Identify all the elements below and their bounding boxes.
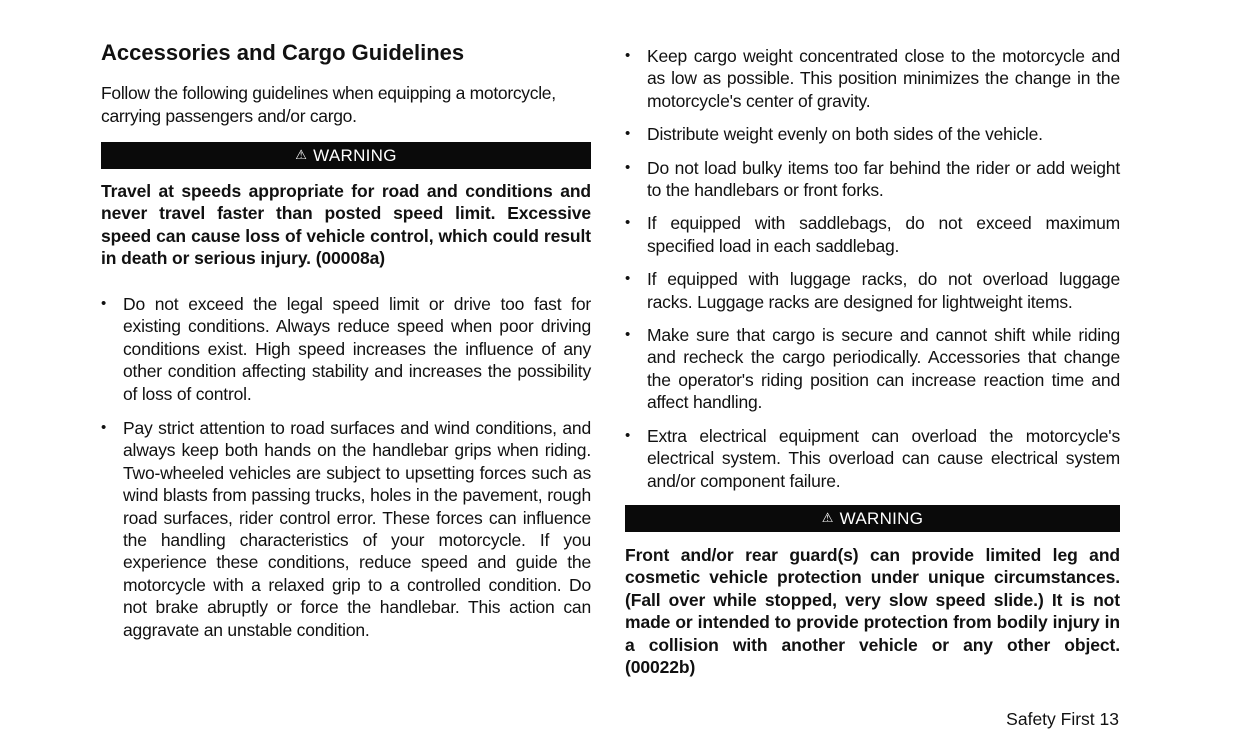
warning-text: Travel at speeds appropriate for road and conditions and never travel faster than posted speed limit. Excessive speed can cause loss of vehicle control, which could result in death or serious injury. (00008a) (101, 181, 591, 269)
warning-banner (625, 505, 1120, 532)
page-footer: Safety First 13 (1006, 709, 1119, 729)
intro-paragraph: Follow the following guidelines when equipping a motorcycle, carrying passengers and/or cargo. (101, 83, 556, 126)
warning-label: WARNING (313, 145, 397, 165)
warning-text: Front and/or rear guard(s) can provide limited leg and cosmetic vehicle protection under unique circumstances. (Fall over while stopped, very slow speed slide.) It is not made or intended to provide protection from bodily injury in a collision with another vehicle or any other object. (00022b) (625, 545, 1120, 678)
list-item: • Do not exceed the legal speed limit or drive too fast for existing conditions. Always reduce speed when poor driving conditions exist. High speed increases the influence of any other condition affecting stability and increases the possibility of loss of control. (101, 293, 591, 405)
list-item: • If equipped with saddlebags, do not exceed maximum specified load in each saddlebag. (625, 212, 1120, 257)
list-item: • Distribute weight evenly on both sides of the vehicle. (625, 123, 1120, 145)
list-item: • Pay strict attention to road surfaces and wind conditions, and always keep both hands on the handlebar grips when riding. Two-wheeled vehicles are subject to upsetting forces such as wind blasts from passing trucks, holes in the pavement, rough road surfaces, rider control error. These forces can influence the handling characteristics of your motorcycle. If you experience these conditions, reduce speed and guide the motorcycle with a relaxed grip to a controlled condition. Do not brake abruptly or force the handlebar. This action can aggravate an unstable condition. (101, 417, 591, 641)
section-title: Accessories and Cargo Guidelines (101, 40, 465, 65)
warning-label: WARNING (839, 508, 924, 528)
cargo-guidelines-list (625, 45, 1120, 492)
list-item: • Extra electrical equipment can overload the motorcycle's electrical system. This overload can cause electrical system and/or component failure. (625, 425, 1120, 492)
list-item: • Make sure that cargo is secure and cannot shift while riding and recheck the cargo periodically. Accessories that change the operator's riding position can increase reaction time and affect handling. (625, 324, 1120, 414)
list-item: • Do not load bulky items too far behind the rider or add weight to the handlebars or front forks. (625, 157, 1120, 202)
warning-icon: ⚠ (295, 146, 308, 162)
list-item: • If equipped with luggage racks, do not overload luggage racks. Luggage racks are designed for lightweight items. (625, 268, 1120, 313)
speed-guidelines-list (101, 293, 591, 641)
warning-icon: ⚠ (821, 509, 834, 525)
warning-banner (101, 142, 591, 169)
list-item: • Keep cargo weight concentrated close to the motorcycle and as low as possible. This position minimizes the change in the motorcycle's center of gravity. (625, 45, 1120, 112)
